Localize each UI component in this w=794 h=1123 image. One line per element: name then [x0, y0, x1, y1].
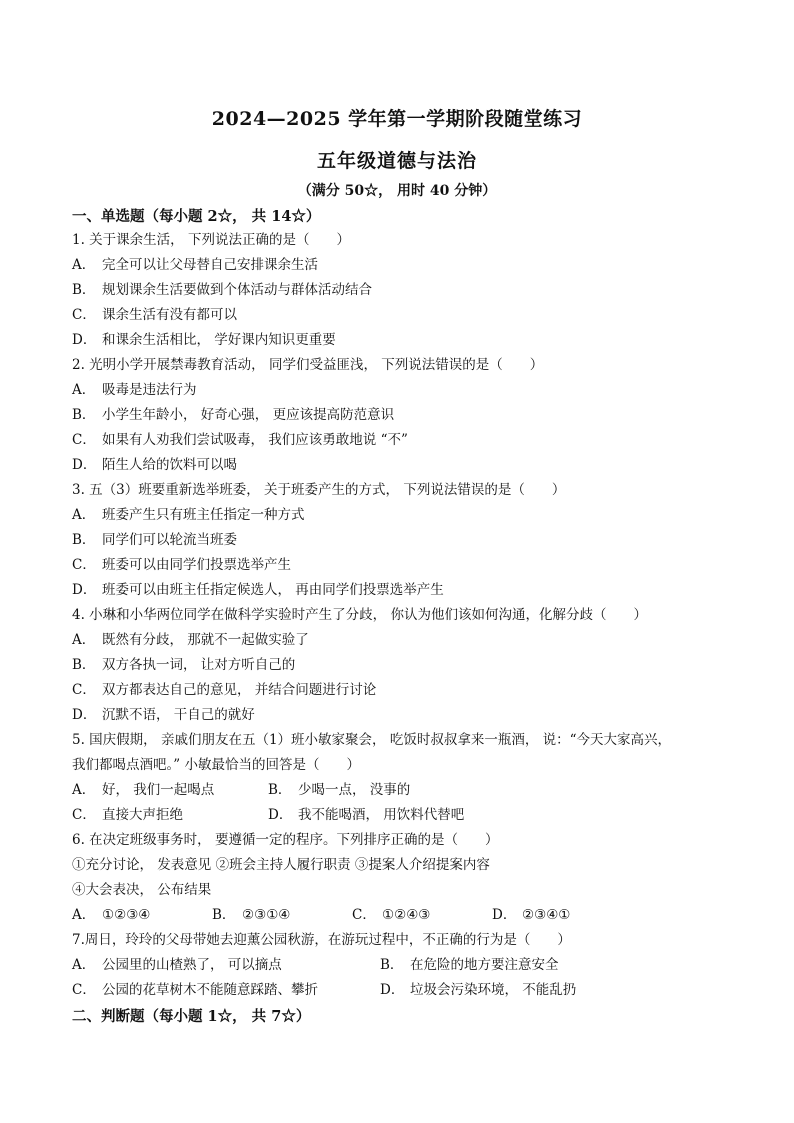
option-label: A．	[72, 507, 96, 523]
q5-option-c	[72, 806, 183, 824]
q6-option-b	[212, 906, 290, 924]
q5-stem-line1: 5. 国庆假期， 亲戚们朋友在五（1）班小敏家聚会， 吃饭时叔叔拿来一瓶酒， 说：“今天大家高兴，	[72, 732, 672, 748]
option-label: D．	[492, 907, 517, 923]
option-text: 陌生人给的饮料可以喝	[102, 457, 237, 473]
q2-option-b	[72, 406, 394, 424]
exam-meta: （满分 50☆， 用时 40 分钟）	[297, 183, 497, 199]
option-text: 如果有人劝我们尝试吸毒， 我们应该勇敢地说 “不”	[102, 432, 408, 448]
option-label: B．	[380, 957, 404, 973]
option-text: 规划课余生活要做到个体活动与群体活动结合	[102, 282, 372, 298]
option-text: 班委可以由同学们投票选举产生	[102, 557, 291, 573]
option-label: A．	[72, 382, 96, 398]
option-text: 少喝一点， 没事的	[298, 782, 411, 798]
q4-option-a	[72, 631, 309, 649]
q1-option-b	[72, 281, 372, 299]
option-label: C．	[72, 807, 96, 823]
option-label: B．	[268, 782, 292, 798]
option-label: C．	[72, 432, 96, 448]
q6-option-a	[72, 906, 150, 924]
exam-title: 2024—2025 学年第一学期阶段随堂练习	[211, 108, 583, 130]
q6-steps-line1: ①充分讨论， 发表意见 ②班会主持人履行职责 ③提案人介绍提案内容	[72, 857, 490, 873]
option-label: D．	[268, 807, 293, 823]
option-label: C．	[72, 982, 96, 998]
option-label: A．	[72, 957, 96, 973]
q3-option-b	[72, 531, 237, 549]
option-text: 课余生活有没有都可以	[102, 307, 237, 323]
option-text: 公园里的山楂熟了， 可以摘点	[102, 957, 282, 973]
option-label: A．	[72, 632, 96, 648]
option-label: B．	[212, 907, 236, 923]
option-text: ②③①④	[242, 907, 291, 923]
option-text: 垃圾会污染环境， 不能乱扔	[410, 982, 577, 998]
q7-option-b	[380, 956, 559, 974]
q6-option-d	[492, 906, 570, 924]
q4-option-c	[72, 681, 376, 699]
q3-option-a	[72, 506, 305, 524]
option-text: 我不能喝酒， 用饮料代替吧	[298, 807, 465, 823]
q5-option-a	[72, 781, 214, 799]
option-text: 好， 我们一起喝点	[102, 782, 215, 798]
q7-option-d	[380, 981, 576, 999]
option-label: D．	[72, 707, 97, 723]
option-label: B．	[72, 282, 96, 298]
q7-option-c	[72, 981, 318, 999]
q7-option-a	[72, 956, 282, 974]
option-text: 直接大声拒绝	[102, 807, 183, 823]
q5-option-d	[268, 806, 464, 824]
option-label: C．	[72, 682, 96, 698]
section-heading-true-false: 二、判断题（每小题 1☆， 共 7☆）	[72, 1008, 311, 1025]
q2-option-c	[72, 431, 408, 449]
option-text: 双方都表达自己的意见， 并结合问题进行讨论	[102, 682, 377, 698]
option-label: D．	[72, 332, 97, 348]
q4-stem: 4. 小琳和小华两位同学在做科学实验时产生了分歧， 你认为他们该如何沟通，化解分歧（ ）	[72, 607, 647, 623]
option-text: 双方各执一词， 让对方听自己的	[102, 657, 296, 673]
option-text: 和课余生活相比， 学好课内知识更重要	[102, 332, 336, 348]
option-text: 既然有分歧， 那就不一起做实验了	[102, 632, 309, 648]
option-label: B．	[72, 407, 96, 423]
option-text: 沉默不语， 干自己的就好	[102, 707, 255, 723]
option-label: A．	[72, 257, 96, 273]
option-label: A．	[72, 907, 96, 923]
q2-option-a	[72, 381, 197, 399]
q3-option-d	[72, 581, 444, 599]
q4-option-b	[72, 656, 295, 674]
option-text: 完全可以让父母替自己安排课余生活	[102, 257, 318, 273]
option-label: D．	[380, 982, 405, 998]
q6-option-c	[352, 906, 430, 924]
section-heading-single-choice: 一、单选题（每小题 2☆， 共 14☆）	[72, 208, 321, 225]
q5-option-b	[268, 781, 410, 799]
q1-option-c	[72, 306, 237, 324]
option-label: B．	[72, 657, 96, 673]
exam-subject: 五年级道德与法治	[316, 150, 477, 172]
option-text: ①②④③	[382, 907, 431, 923]
option-label: C．	[72, 557, 96, 573]
q6-steps-line2: ④大会表决， 公布结果	[72, 882, 212, 898]
q7-stem: 7.周日，玲玲的父母带她去迎薰公园秋游，在游玩过程中，不正确的行为是（ ）	[72, 932, 571, 948]
option-text: ①②③④	[102, 907, 151, 923]
q3-option-c	[72, 556, 291, 574]
q1-option-a	[72, 256, 318, 274]
option-label: D．	[72, 457, 97, 473]
q2-stem: 2. 光明小学开展禁毒教育活动， 同学们受益匪浅， 下列说法错误的是（ ）	[72, 357, 544, 373]
option-label: D．	[72, 582, 97, 598]
option-text: 同学们可以轮流当班委	[102, 532, 237, 548]
option-text: 吸毒是违法行为	[102, 382, 197, 398]
option-label: B．	[72, 532, 96, 548]
q1-option-d	[72, 331, 336, 349]
option-label: A．	[72, 782, 96, 798]
option-label: C．	[352, 907, 376, 923]
q3-stem: 3. 五（3）班要重新选举班委， 关于班委产生的方式， 下列说法错误的是（ ）	[72, 482, 566, 498]
option-text: 班委可以由班主任指定候选人， 再由同学们投票选举产生	[102, 582, 444, 598]
option-text: 在危险的地方要注意安全	[410, 957, 559, 973]
q2-option-d	[72, 456, 237, 474]
option-text: 班委产生只有班主任指定一种方式	[102, 507, 305, 523]
option-text: 公园的花草树木不能随意踩踏、攀折	[102, 982, 318, 998]
option-text: 小学生年龄小， 好奇心强， 更应该提高防范意识	[102, 407, 395, 423]
option-label: C．	[72, 307, 96, 323]
option-text: ②③④①	[522, 907, 571, 923]
q6-stem: 6. 在决定班级事务时， 要遵循一定的程序。下列排序正确的是（ ）	[72, 832, 499, 848]
q4-option-d	[72, 706, 255, 724]
q5-stem-line2: 我们都喝点酒吧。” 小敏最恰当的回答是（ ）	[72, 757, 360, 773]
q1-stem: 1. 关于课余生活， 下列说法正确的是（ ）	[72, 232, 350, 248]
